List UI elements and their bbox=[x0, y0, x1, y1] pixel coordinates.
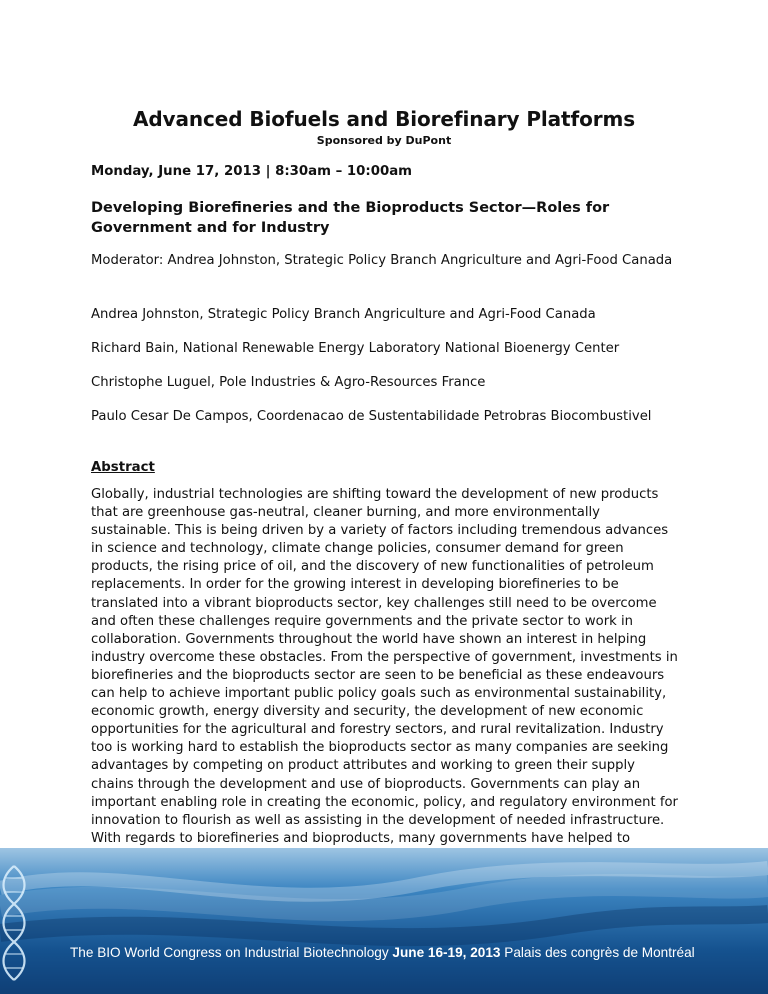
panelist-4: Paulo Cesar De Campos, Coordenacao de Sustentabilidade Petrobras Biocombustivel bbox=[91, 409, 652, 424]
footer-banner bbox=[0, 848, 768, 994]
panelist-2: Richard Bain, National Renewable Energy Laboratory National Bioenergy Center bbox=[91, 341, 620, 356]
footer-event-text bbox=[70, 945, 695, 960]
event-name: The BIO World Congress on Industrial Biotechnology bbox=[70, 945, 389, 960]
session-title: Developing Biorefineries and the Bioproducts Sector—Roles for Government and for Industry bbox=[91, 200, 610, 236]
abstract-text: Globally, industrial technologies are shifting toward the development of new products that are greenhouse gas-neutral, cleaner burning, and more environmentally sustainable. This is being driven by a variety of factors including tremendous advances in science and technology, climate change policies, consumer demand for green products, the rising price of oil, and the discovery of new functionalities of petroleum replacements. In order for the growing interest in developing biorefineries to be translated into a vibrant bioproducts sector, key challenges still need to be overcome and often these challenges require governments and the private sector to work in collaboration. Governments throughout the world have shown an interest in helping industry overcome these obstacles. From the perspective of government, investments in biorefineries and the bioproducts sector are seen to be beneficial as these endeavours can help to achieve important public policy goals such as environmental sustainability, economic growth, energy diversity and security, the development of new economic opportunities for the agricultural and forestry sectors, and rural revitalization. Industry too is working hard to establish the bioproducts sector as many companies are seeking advantages by competing on product attributes and working to green their supply chains through the development and use of bioproducts. Governments can play an important enabling role in creating the economic, policy, and regulatory environment for innovation to flourish as well as assisting in the development of needed infrastructure. With regards to biorefineries and bioproducts, many governments have helped to bbox=[91, 487, 678, 846]
event-venue: Palais des congrès de Montréal bbox=[504, 945, 695, 960]
event-dates: June 16-19, 2013 bbox=[392, 945, 501, 960]
sponsor-line: Sponsored by DuPont bbox=[316, 134, 452, 147]
document-title: Advanced Biofuels and Biorefinary Platforms bbox=[132, 107, 636, 131]
panelist-3: Christophe Luguel, Pole Industries & Agro-Resources France bbox=[91, 375, 486, 390]
dna-helix-icon bbox=[0, 848, 768, 994]
session-datetime: Monday, June 17, 2013 | 8:30am – 10:00am bbox=[91, 164, 413, 179]
abstract-heading: Abstract bbox=[91, 460, 155, 475]
panelist-1: Andrea Johnston, Strategic Policy Branch Angriculture and Agri-Food Canada bbox=[91, 307, 596, 322]
moderator-line: Moderator: Andrea Johnston, Strategic Policy Branch Angriculture and Agri-Food Canada bbox=[91, 253, 673, 268]
